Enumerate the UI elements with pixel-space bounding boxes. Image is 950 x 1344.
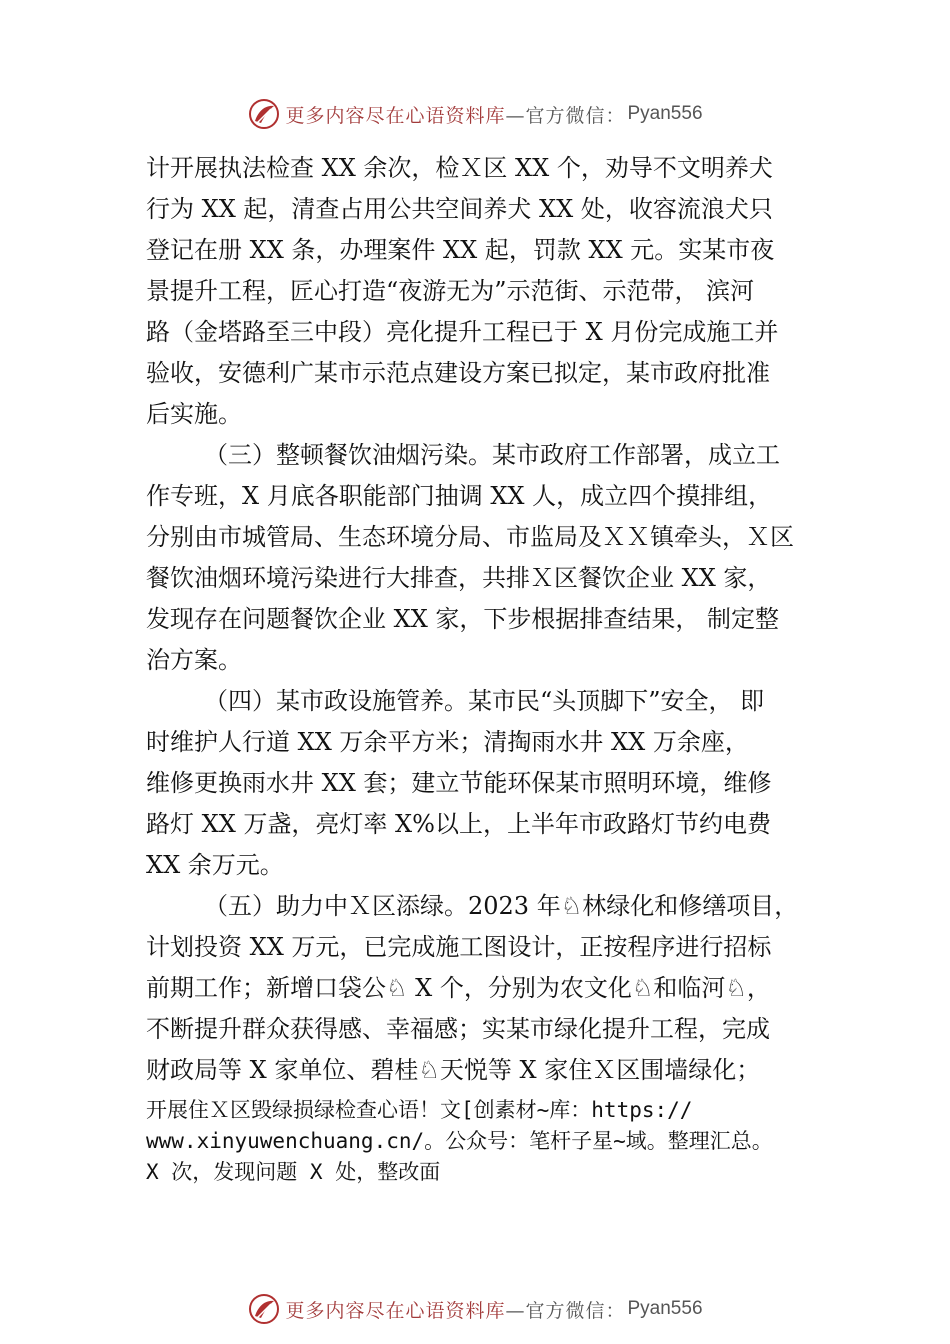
text-line: 计开展执法检查 XX 余次，检Ｘ区 XX 个，劝导不文明养犬: [146, 154, 773, 182]
text-line: 路（金塔路至三中段）亮化提升工程已于 X 月份完成施工并: [146, 318, 779, 346]
banner-title: 更多内容尽在心语资料库: [285, 104, 506, 127]
banner-separator: —官方微信：: [505, 104, 626, 127]
banner-wechat-id: Pyan556: [627, 1298, 703, 1319]
header-banner: [0, 94, 950, 134]
text-line: 治方案。: [146, 646, 242, 674]
text-line: 时维护人行道 XX 万余平方米；清掏雨水井 XX 万余座，: [146, 728, 749, 756]
text-line: 餐饮油烟环境污染进行大排查，共排Ｘ区餐饮企业 XX 家，: [146, 564, 772, 592]
text-line: 验收，安德利广某市示范点建设方案已拟定，某市政府批准: [146, 359, 770, 387]
text-line: 后实施。: [146, 400, 242, 428]
text-line: 分别由市城管局、生态环境分局、市监局及ＸＸ镇牵头，Ｘ区: [146, 523, 794, 551]
mixed-text-line: X 次，发现问题 X 处，整改面: [146, 1160, 441, 1184]
text-line: 作专班，X 月底各职能部门抽调 XX 人，成立四个摸排组，: [146, 482, 773, 510]
text-line: 财政局等 X 家单位、碧桂♘天悦等 X 家住Ｘ区围墙绿化；: [146, 1056, 761, 1084]
document-body: [146, 148, 846, 1188]
text-line: 登记在册 XX 条，办理案件 XX 起，罚款 XX 元。实某市夜: [146, 236, 775, 264]
text-line: 路灯 XX 万盏，亮灯率 X%以上，上半年市政路灯节约电费: [146, 810, 771, 838]
mixed-text-line: 开展住Ｘ区毁绿损绿检查心语！文[创素材~库：https://: [146, 1098, 693, 1122]
text-line: 景提升工程，匠心打造“夜游无为”示范街、示范带， 滨河: [146, 277, 755, 305]
text-line: 行为 XX 起，清查占用公共空间养犬 XX 处，收容流浪犬只: [146, 195, 773, 223]
mixed-text-line: www.xinyuwenchuang.cn/。公众号：笔杆子星~域。整理汇总。: [146, 1129, 773, 1153]
brand-logo-icon: [247, 1292, 281, 1326]
section-heading-line: （四）某市政设施管养。某市民“头顶脚下”安全， 即: [204, 687, 765, 715]
text-line: 计划投资 XX 万元，已完成施工图设计，正按程序进行招标: [146, 933, 772, 961]
text-line: 发现存在问题餐饮企业 XX 家，下步根据排查结果， 制定整: [146, 605, 780, 633]
text-line: 前期工作；新增口袋公♘ X 个，分别为农文化♘和临河♘，: [146, 974, 771, 1002]
banner-separator: —官方微信：: [505, 1299, 626, 1322]
brand-logo-icon: [247, 97, 281, 131]
footer-banner: [0, 1289, 950, 1329]
section-heading-line: （五）助力中Ｘ区添绿。2023 年♘林绿化和修缮项目，: [204, 892, 799, 920]
section-heading-line: （三）整顿餐饮油烟污染。某市政府工作部署，成立工: [204, 441, 780, 469]
text-line: 不断提升群众获得感、幸福感；实某市绿化提升工程，完成: [146, 1015, 770, 1043]
banner-title: 更多内容尽在心语资料库: [285, 1299, 506, 1322]
text-line: XX 余万元。: [146, 851, 284, 879]
text-line: 维修更换雨水井 XX 套；建立节能环保某市照明环境，维修: [146, 769, 772, 797]
banner-wechat-id: Pyan556: [627, 103, 703, 124]
